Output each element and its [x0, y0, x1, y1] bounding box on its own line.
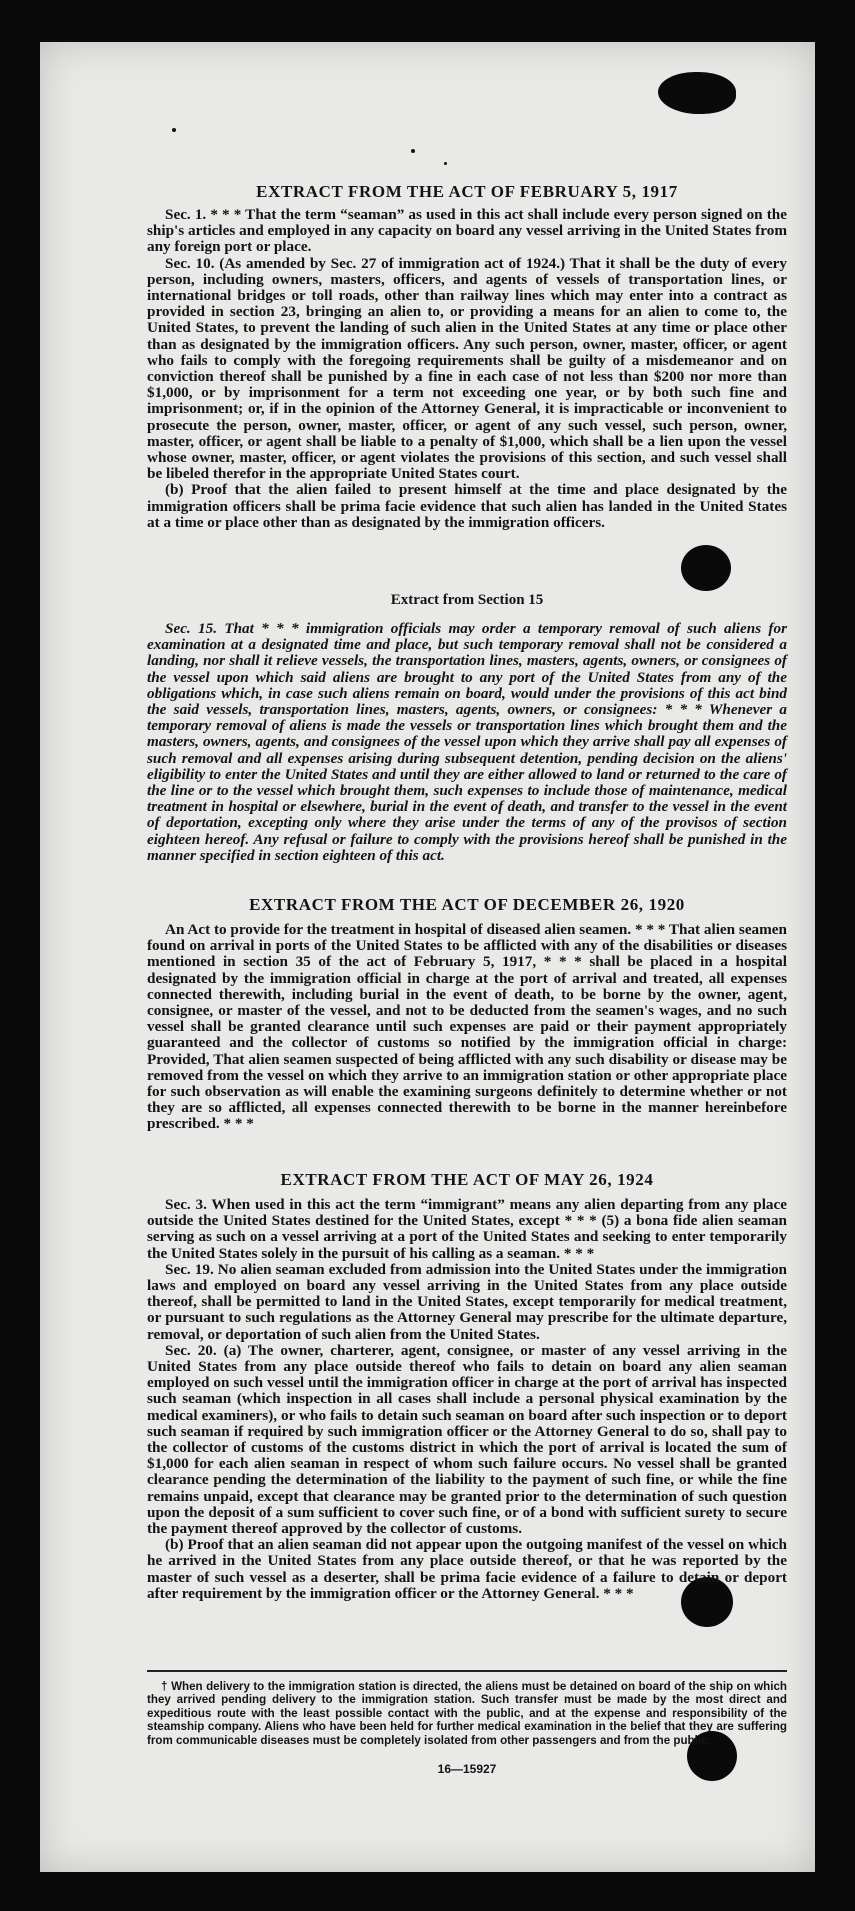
paragraph: (b) Proof that an alien seaman did not appear upon the outgoing manifest of the vessel on which he arrived in the United States from any place outside thereof, or that he was reported by the master of such vessel as a deserter, shall be prima facie evidence of a failure to detain or deport after requirement by the immigration officer or the Attorney General. * * *	[147, 1536, 787, 1602]
footnote-text: † When delivery to the immigration station is directed, the aliens must be detained on board of the ship on which they arrived pending delivery to the immigration station. Such transfer must be made by the most direct and expeditious route with the least possible contact with the public, and at the expense and responsibility of the steamship company. Aliens who have been held for further medical examination in the belief that they are suffering from communicable diseases must be completely isolated from other passengers and from the public.	[147, 1680, 787, 1747]
page-number: 16—15927	[437, 1762, 497, 1776]
specks	[411, 149, 415, 153]
section-body	[147, 922, 787, 1133]
paragraph: Sec. 20. (a) The owner, charterer, agent, consignee, or master of any vessel arriving in the United States from any place outside thereof who fails to detain on board any alien seaman employed on such vessel until the immigration officer in charge at the port of arrival has inspected such seaman (which inspection in all cases shall include a personal physical examination by the medical examiners), or who fails to detain such seaman on board after such inspection or to deport such seaman if required by such immigration officer or the Attorney General to do so, shall pay to the collector of customs of the customs district in which the port of arrival is located the sum of $1,000 for each alien seaman in respect of whom such failure occurs. No vessel shall be granted clearance pending the determination of the liability to the payment of such fine, or while the fine remains unpaid, except that clearance may be granted prior to the determination of such question upon the deposit of a sum sufficient to cover such fine, or of a bond with sufficient surety to secure the payment thereof approved by the collector of customs.	[147, 1341, 787, 1538]
section-heading: Extract from Section 15	[390, 592, 544, 608]
section-body	[147, 207, 787, 531]
section-body	[147, 621, 787, 864]
paragraph: Sec. 19. No alien seaman excluded from admission into the United States under the immigration laws and employed on board any vessel arriving in the United States from any place outside thereof, shall be permitted to land in the United States, except temporarily for medical treatment, or pursuant to such regulations as the Attorney General may prescribe for the ultimate departure, removal, or deportation of such alien from the United States.	[147, 1260, 787, 1343]
section-heading: EXTRACT FROM THE ACT OF FEBRUARY 5, 1917	[256, 182, 678, 201]
footnote	[147, 1680, 787, 1747]
paragraph: An Act to provide for the treatment in hospital of diseased alien seamen. * * * That alien seamen found on arrival in ports of the United States to be afflicted with any of the disabilities or diseases mentioned in section 35 of the act of February 5, 1917, * * * shall be placed in a hospital designated by the immigration official in charge at the port of arrival and treated, all expenses connected therewith, including burial in the event of death, to be borne by the owner, agent, consignee, or master of the vessel, and not to be deducted from the seamen's wages, and no such vessel shall be granted clearance until such expenses are paid or their payment appropriately guaranteed and the collector of customs so notified by the immigration official in charge: Provided, That alien seamen suspected of being afflicted with any such disability or disease may be removed from the vessel on which they arrive to an immigration station or other appropriate place for such observation as will enable the examining surgeons definitely to determine whether or not they are so afflicted, all expenses connected therewith to be borne in the manner hereinbefore prescribed. * * *	[147, 921, 787, 1133]
footnote-divider	[147, 1670, 787, 1672]
section-heading: EXTRACT FROM THE ACT OF DECEMBER 26, 1920	[249, 895, 685, 914]
specks	[444, 162, 447, 165]
paragraph: Sec. 10. (As amended by Sec. 27 of immigration act of 1924.) That it shall be the duty of every person, including owners, masters, officers, and agents of vessels of transportation lines, or international bridges or toll roads, other than railway lines which may enter into a contract as provided in section 23, bringing an alien to, or providing a means for an alien to come to, the United States, to prevent the landing of such alien in the United States at any time or place other than as designated by the immigration officers. Any such person, owner, master, officer, or agent who fails to comply with the foregoing requirements shall be guilty of a misdemeanor and on conviction thereof shall be punished by a fine in each case of not less than $200 nor more than $1,000, or by imprisonment for a term not exceeding one year, or by both such fine and imprisonment; or, if in the opinion of the Attorney General, it is impracticable or inconvenient to prosecute the person, owner, master, officer, or agent of any such vessel, such person, owner, master, officer, or agent shall be liable to a penalty of $1,000, which shall be a lien upon the vessel whose owner, master, officer, or agent violates the provisions of this section, and such vessel shall be libeled therefor in the appropriate United States court.	[147, 254, 787, 483]
punch-hole-top	[658, 72, 736, 114]
paragraph: (b) Proof that the alien failed to present himself at the time and place designated by the immigration officers shall be prima facie evidence that such alien has landed in the United States at a time or place other than as designated by the immigration officers.	[147, 481, 787, 531]
paragraph: Sec. 3. When used in this act the term “immigrant” means any alien departing from any place outside the United States destined for the United States, except * * * (5) a bona fide alien seaman serving as such on a vessel arriving at a port of the United States and seeking to enter temporarily the United States solely in the pursuit of his calling as a seaman. * * *	[147, 1196, 787, 1262]
section-body	[147, 1197, 787, 1602]
punch-hole-middle	[681, 545, 731, 591]
paragraph: Sec. 1. * * * That the term “seaman” as used in this act shall include every person signed on the ship's articles and employed in any capacity on board any vessel arriving in the United States from any foreign port or place.	[147, 206, 787, 256]
paragraph: Sec. 15. That * * * immigration officials may order a temporary removal of such aliens for examination at a designated time and place, but such temporary removal shall not be considered a landing, nor shall it relieve vessels, the transportation lines, masters, agents, owners, or consignees of the vessel upon which said aliens are brought to any port of the United States from any of the obligations which, in case such aliens remain on board, would under the provisions of this act bind the said vessels, transportation lines, masters, agents, owners, or consignees: * * * Whenever a temporary removal of aliens is made the vessels or transportation lines which brought them and the masters, owners, agents, and consignees of the vessel upon which they arrive shall pay all expenses of such removal and all expenses arising during subsequent detention, pending decision on the aliens' eligibility to enter the United States and until they are either allowed to land or returned to the care of the line or to the vessel which brought them, such expenses to include those of maintenance, medical treatment in hospital or elsewhere, burial in the event of death, and transfer to the vessel in the event of deportation, excepting only where they arise under the terms of any of the provisos of section eighteen hereof. Any refusal or failure to comply with the provisions hereof shall be punished in the manner specified in section eighteen of this act.	[147, 620, 787, 864]
specks	[172, 128, 176, 132]
document-page	[40, 42, 815, 1872]
section-heading: EXTRACT FROM THE ACT OF MAY 26, 1924	[280, 1170, 654, 1189]
